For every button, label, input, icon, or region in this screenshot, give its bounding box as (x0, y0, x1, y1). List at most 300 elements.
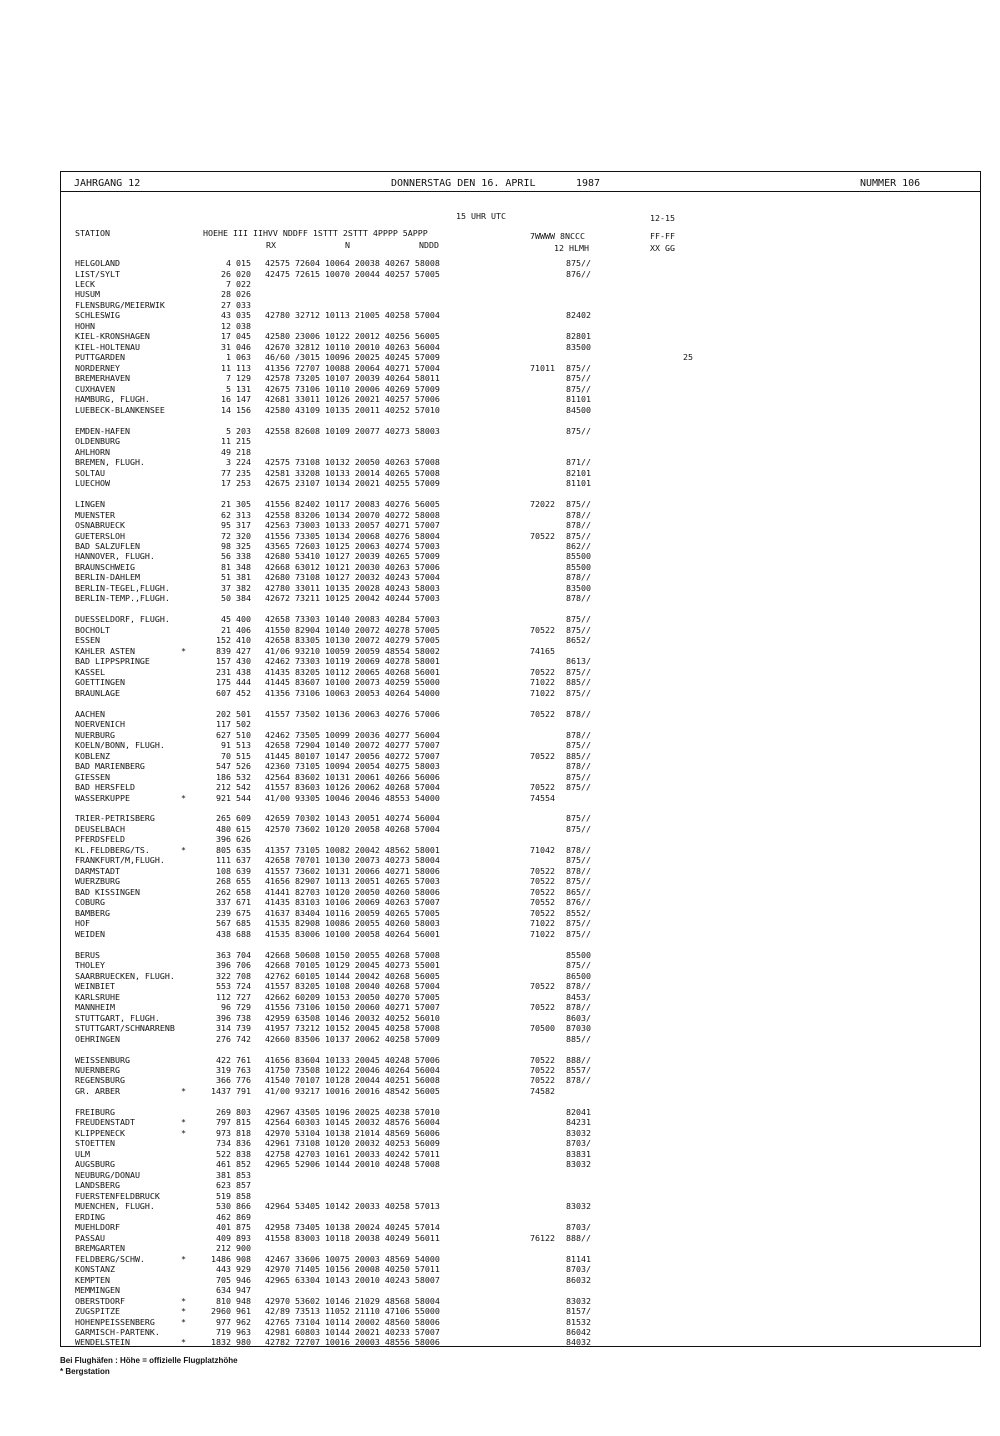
observation-groups: 42467 33606 10075 20003 48569 54000 (265, 1253, 440, 1264)
station-id: 615 (236, 823, 251, 834)
station-name: BERLIN-TEGEL,FLUGH. (75, 582, 170, 593)
station-height: 45 (221, 614, 231, 625)
observation-groups: 42575 72604 10064 20038 40267 58008 (265, 258, 440, 268)
observation-groups: 41556 82402 10117 20083 40276 56005 (265, 499, 440, 509)
cloud-group: 885// (566, 677, 591, 688)
weather-group: 70500 (530, 1023, 555, 1033)
station-height: 5 (226, 425, 231, 436)
station-id: 348 (236, 561, 251, 572)
observation-groups: 41445 83607 10100 20073 40259 55000 (265, 677, 440, 688)
station-height: 62 (221, 509, 231, 520)
station-id: 893 (236, 1232, 251, 1243)
station-id: 406 (236, 624, 251, 635)
station-height: 268 (216, 876, 231, 887)
station-name: PFERDSFELD (75, 834, 125, 845)
station-height: 70 (221, 750, 231, 761)
station-name: KAHLER ASTEN (75, 645, 135, 656)
observation-groups: 41558 83003 10118 20038 40249 56011 (265, 1232, 440, 1243)
weather-group: 70522 (530, 1054, 555, 1065)
station-height: 28 (221, 289, 231, 300)
weather-group: 71042 (530, 844, 555, 855)
station-name: MUENCHEN, FLUGH. (75, 1201, 155, 1212)
station-id: 203 (236, 425, 251, 436)
weather-group: 71022 (530, 677, 555, 688)
station-id: 430 (236, 656, 251, 667)
station-height: 401 (216, 1222, 231, 1233)
group7-heading: 7WWWW 8NCCC (530, 231, 585, 241)
weather-group: 70522 (530, 1065, 555, 1075)
station-height: 186 (216, 771, 231, 782)
cloud-group: 875// (566, 258, 591, 268)
station-id: 317 (236, 520, 251, 530)
observation-groups: 42780 33011 10135 20028 40243 58003 (265, 582, 440, 593)
table-row (0, 499, 1000, 509)
station-id: 410 (236, 635, 251, 646)
station-name: BAD KISSINGEN (75, 886, 140, 897)
station-id: 729 (236, 1002, 251, 1013)
observation-groups: 42672 73211 10125 20042 40244 57003 (265, 593, 440, 604)
weather-group: 70522 (530, 907, 555, 918)
station-height: 810 (216, 1295, 231, 1306)
station-height: 91 (221, 740, 231, 751)
station-name: BAD LIPPSPRINGE (75, 656, 150, 667)
station-height: 623 (216, 1180, 231, 1191)
station-name: FELDBERG/SCHW. (75, 1253, 145, 1264)
observation-groups: 42658 72904 10140 20072 40277 57007 (265, 740, 440, 751)
station-height: 212 (216, 782, 231, 792)
station-name: KL.FELDBERG/TS. (75, 844, 150, 855)
station-id: 038 (236, 320, 251, 331)
station-name: WEINBIET (75, 981, 115, 992)
station-id: 129 (236, 373, 251, 384)
observation-groups: 42564 60303 10145 20032 48576 56004 (265, 1117, 440, 1128)
table-row (0, 520, 1000, 530)
station-id: 382 (236, 582, 251, 593)
station-height: 422 (216, 1054, 231, 1065)
station-name: SCHLESWIG (75, 310, 120, 321)
station-name: STUTTGART/SCHNARRENB (75, 1023, 175, 1033)
table-row (0, 897, 1000, 907)
group7b-heading: 12 HLMH (554, 243, 589, 253)
station-height: 112 (216, 991, 231, 1002)
table-row (0, 625, 1000, 635)
table-row (0, 1075, 1000, 1085)
table-row (0, 677, 1000, 687)
observation-groups: 42564 83602 10131 20061 40266 56006 (265, 771, 440, 782)
station-height: 98 (221, 541, 231, 551)
observation-groups: 41557 73502 10136 20063 40276 57006 (265, 708, 440, 719)
station-height: 31 (221, 341, 231, 352)
observation-groups: 42782 72707 10016 20003 48556 58006 (265, 1337, 440, 1348)
cloud-group: 83831 (566, 1148, 591, 1159)
cloud-group: 875// (566, 373, 591, 384)
right-time-heading: 12-15 (650, 213, 675, 223)
table-row (0, 310, 1000, 320)
cloud-group: 84500 (566, 404, 591, 415)
station-name: STUTTGART, FLUGH. (75, 1012, 160, 1023)
station-id: 738 (236, 1012, 251, 1023)
station-name: LINGEN (75, 499, 105, 509)
station-name: KIEL-HOLTENAU (75, 341, 140, 352)
table-row (0, 813, 1000, 823)
weather-group: 70522 (530, 750, 555, 761)
observation-groups: 42581 33208 10133 20014 40265 57008 (265, 467, 440, 478)
table-row (0, 845, 1000, 855)
observation-groups: 41356 73106 10063 20053 40264 54000 (265, 687, 440, 698)
cloud-group: 8557/ (566, 1065, 591, 1075)
cloud-group: 82801 (566, 331, 591, 342)
mountain-marker: * (181, 1337, 186, 1348)
cloud-group: 81532 (566, 1316, 591, 1327)
station-id: 776 (236, 1075, 251, 1086)
table-row (0, 1170, 1000, 1180)
station-id: 325 (236, 541, 251, 551)
observation-groups: 42970 53602 10146 21029 48568 58004 (265, 1295, 440, 1306)
table-row (0, 279, 1000, 289)
station-name: ZUGSPITZE (75, 1306, 120, 1316)
station-height: 21 (221, 624, 231, 635)
table-row (0, 1159, 1000, 1169)
station-id: 131 (236, 383, 251, 394)
cloud-group: 875// (566, 666, 591, 677)
station-name: OEHRINGEN (75, 1033, 120, 1044)
station-name: LANDSBERG (75, 1180, 120, 1191)
station-name: HOHN (75, 320, 95, 331)
station-height: 26 (221, 268, 231, 279)
cloud-group: 84032 (566, 1337, 591, 1348)
table-row (0, 1065, 1000, 1075)
station-id: 147 (236, 394, 251, 405)
cloud-group: 875// (566, 362, 591, 373)
table-row (0, 531, 1000, 541)
station-height: 96 (221, 1002, 231, 1013)
cloud-group: 81101 (566, 478, 591, 489)
station-height: 14 (221, 404, 231, 415)
mountain-marker: * (181, 1306, 186, 1316)
station-name: BAD SALZUFLEN (75, 541, 140, 551)
station-id: 218 (236, 446, 251, 457)
observation-groups: 41356 72707 10088 20064 40271 57004 (265, 362, 440, 373)
table-row (0, 740, 1000, 750)
cloud-group: 8157/ (566, 1306, 591, 1316)
cloud-group: 83032 (566, 1201, 591, 1212)
observation-groups: 42965 52906 10144 20010 40248 57008 (265, 1159, 440, 1170)
station-id: 908 (236, 1253, 251, 1264)
station-id: 156 (236, 404, 251, 415)
station-height: 519 (216, 1190, 231, 1201)
station-id: 685 (236, 918, 251, 929)
station-name: SAARBRUECKEN, FLUGH. (75, 970, 175, 981)
station-name: BRAUNLAGE (75, 687, 120, 698)
observation-groups: 41556 73106 10150 20060 40271 57007 (265, 1002, 440, 1013)
station-id: 400 (236, 614, 251, 625)
station-id: 836 (236, 1138, 251, 1149)
station-height: 27 (221, 299, 231, 310)
observation-groups: 42680 53410 10127 20039 40265 57009 (265, 551, 440, 562)
cloud-group: 86500 (566, 970, 591, 981)
table-row (0, 803, 1000, 813)
station-name: WEIDEN (75, 928, 105, 939)
station-name: PASSAU (75, 1232, 105, 1243)
station-id: 875 (236, 1222, 251, 1233)
station-name: WENDELSTEIN (75, 1337, 130, 1348)
cloud-group: 875// (566, 918, 591, 929)
station-id: 532 (236, 771, 251, 782)
station-height: 337 (216, 897, 231, 908)
observation-groups: 42668 70105 10129 20045 40273 55001 (265, 960, 440, 971)
station-height: 567 (216, 918, 231, 929)
station-id: 761 (236, 1054, 251, 1065)
time-heading: 15 UHR UTC (456, 211, 506, 221)
weather-group: 70522 (530, 865, 555, 876)
table-row (0, 300, 1000, 310)
station-height: 2960 (211, 1306, 231, 1316)
observation-groups: 42967 43505 10196 20025 40238 57010 (265, 1106, 440, 1117)
table-row (0, 1180, 1000, 1190)
table-row (0, 908, 1000, 918)
weather-group: 71022 (530, 918, 555, 929)
station-name: ESSEN (75, 635, 100, 646)
observation-groups: 42659 70302 10143 20051 40274 56004 (265, 813, 440, 824)
mountain-marker: * (181, 1316, 186, 1327)
station-id: 852 (236, 1159, 251, 1170)
table-row (0, 793, 1000, 803)
table-row (0, 1264, 1000, 1274)
station-height: 547 (216, 761, 231, 771)
observation-groups: 41656 82907 10113 20051 40265 57003 (265, 876, 440, 887)
table-row (0, 1023, 1000, 1033)
weather-group: 72022 (530, 499, 555, 509)
cloud-group: 875// (566, 855, 591, 866)
station-id: 635 (236, 844, 251, 855)
table-row (0, 436, 1000, 446)
station-id: 671 (236, 897, 251, 908)
station-height: 438 (216, 928, 231, 939)
station-id: 338 (236, 551, 251, 562)
cloud-group: 878// (566, 509, 591, 520)
mountain-marker: * (181, 1253, 186, 1264)
observation-groups: 42958 73405 10138 20024 40245 57014 (265, 1222, 440, 1233)
station-id: 033 (236, 299, 251, 310)
table-row (0, 709, 1000, 719)
station-height: 396 (216, 1012, 231, 1023)
station-height: 319 (216, 1065, 231, 1075)
station-id: 020 (236, 268, 251, 279)
station-height: 117 (216, 719, 231, 730)
station-height: 921 (216, 792, 231, 803)
station-name: LECK (75, 279, 95, 289)
station-height: 111 (216, 855, 231, 866)
cloud-group: 875// (566, 383, 591, 394)
table-row (0, 447, 1000, 457)
station-name: NUERNBERG (75, 1065, 120, 1075)
cloud-group: 888// (566, 1232, 591, 1243)
station-id: 961 (236, 1306, 251, 1316)
xx-heading: XX GG (650, 243, 675, 253)
station-height: 1486 (211, 1253, 231, 1264)
station-height: 1437 (211, 1085, 231, 1096)
cloud-group: 81141 (566, 1253, 591, 1264)
station-id: 857 (236, 1180, 251, 1191)
station-id: 113 (236, 362, 251, 373)
station-name: THOLEY (75, 960, 105, 971)
station-name: STOETTEN (75, 1138, 115, 1149)
mountain-marker: * (181, 645, 186, 656)
station-name: KIEL-KRONSHAGEN (75, 331, 150, 342)
footnote-mountain: * Bergstation (60, 1367, 110, 1376)
table-row (0, 939, 1000, 949)
table-row (0, 656, 1000, 666)
station-height: 634 (216, 1285, 231, 1295)
observation-groups: 42660 83506 10137 20062 40258 57009 (265, 1033, 440, 1044)
station-id: 609 (236, 813, 251, 824)
station-height: 12 (221, 320, 231, 331)
table-row (0, 866, 1000, 876)
observation-groups: 41540 70107 10128 20044 40251 56008 (265, 1075, 440, 1086)
code-heading-1: HOEHE III IIHVV NDDFF 1STTT 2STTT 4PPPP 5APPP (203, 228, 428, 238)
table-row (0, 1086, 1000, 1096)
cloud-group: 865// (566, 886, 591, 897)
weather-group: 70522 (530, 981, 555, 992)
table-row (0, 593, 1000, 603)
station-name: GIESSEN (75, 771, 110, 782)
station-name: HOHENPEISSENBERG (75, 1316, 155, 1327)
table-row (0, 1317, 1000, 1327)
station-height: 462 (216, 1211, 231, 1222)
table-row (0, 551, 1000, 561)
station-height: 239 (216, 907, 231, 918)
station-name: HAMBURG, FLUGH. (75, 394, 150, 405)
station-id: 305 (236, 499, 251, 509)
station-id: 381 (236, 572, 251, 583)
observation-groups: 41557 83205 10108 20040 40268 57004 (265, 981, 440, 992)
station-height: 11 (221, 362, 231, 373)
table-row (0, 1044, 1000, 1054)
table-row (0, 1201, 1000, 1211)
weather-group: 74582 (530, 1085, 555, 1096)
station-id: 869 (236, 1211, 251, 1222)
station-name: HELGOLAND (75, 258, 120, 268)
station-name: KEMPTEN (75, 1274, 110, 1285)
station-height: 366 (216, 1075, 231, 1086)
table-row (0, 1128, 1000, 1138)
mountain-marker: * (181, 1085, 186, 1096)
table-row (0, 1296, 1000, 1306)
cloud-group: 83500 (566, 582, 591, 593)
table-row (0, 258, 1000, 268)
station-name: NEUBURG/DONAU (75, 1169, 140, 1180)
table-row (0, 1243, 1000, 1253)
table-row (0, 971, 1000, 981)
station-name: MANNHEIM (75, 1002, 115, 1013)
station-name: TRIER-PETRISBERG (75, 813, 155, 824)
station-id: 444 (236, 677, 251, 688)
station-height: 314 (216, 1023, 231, 1033)
table-row (0, 1327, 1000, 1337)
station-height: 11 (221, 436, 231, 447)
station-id: 438 (236, 666, 251, 677)
station-height: 396 (216, 960, 231, 971)
station-height: 4 (226, 258, 231, 268)
observation-groups: 42580 43109 10135 20011 40252 57010 (265, 404, 440, 415)
station-height: 977 (216, 1316, 231, 1327)
weather-group: 70522 (530, 1075, 555, 1086)
observation-groups: 41/00 93217 10016 20016 48542 56005 (265, 1085, 440, 1096)
table-row (0, 876, 1000, 886)
station-id: 637 (236, 855, 251, 866)
station-name: GUETERSLOH (75, 530, 125, 541)
cloud-group: 82101 (566, 467, 591, 478)
table-row (0, 782, 1000, 792)
observation-groups: 41637 83404 10116 20059 40265 57005 (265, 907, 440, 918)
station-height: 37 (221, 582, 231, 593)
station-height: 409 (216, 1232, 231, 1243)
table-row (0, 950, 1000, 960)
table-row (0, 604, 1000, 614)
cloud-group: 878// (566, 520, 591, 530)
observation-groups: 42658 73303 10140 20083 40284 57003 (265, 614, 440, 625)
weather-group: 76122 (530, 1232, 555, 1243)
station-name: LUECHOW (75, 478, 110, 489)
mountain-marker: * (181, 792, 186, 803)
weather-group: 70522 (530, 708, 555, 719)
table-row (0, 1107, 1000, 1117)
table-row (0, 572, 1000, 582)
station-height: 322 (216, 970, 231, 981)
station-id: 929 (236, 1264, 251, 1275)
table-row (0, 646, 1000, 656)
station-id: 706 (236, 960, 251, 971)
station-name: BREMEN, FLUGH. (75, 457, 145, 468)
cloud-group: 878// (566, 708, 591, 719)
cloud-group: 875// (566, 782, 591, 792)
table-row (0, 1212, 1000, 1222)
cloud-group: 888// (566, 1054, 591, 1065)
station-height: 152 (216, 635, 231, 646)
observation-groups: 42360 73105 10094 20054 40275 58003 (265, 761, 440, 771)
station-height: 719 (216, 1327, 231, 1337)
table-row (0, 855, 1000, 865)
station-id: 542 (236, 782, 251, 792)
station-height: 49 (221, 446, 231, 457)
station-name: WUERZBURG (75, 876, 120, 887)
station-height: 1832 (211, 1337, 231, 1348)
weather-group: 70522 (530, 886, 555, 897)
observation-groups: 42462 73505 10099 20036 40277 56004 (265, 729, 440, 740)
observation-groups: 42/89 73513 11052 21110 47106 55000 (265, 1306, 440, 1316)
table-row (0, 772, 1000, 782)
station-height: 202 (216, 708, 231, 719)
station-name: ULM (75, 1148, 90, 1159)
cloud-group: 8703/ (566, 1138, 591, 1149)
station-height: 81 (221, 561, 231, 572)
observation-groups: 41656 83604 10133 20045 40248 57006 (265, 1054, 440, 1065)
station-name: KOELN/BONN, FLUGH. (75, 740, 165, 751)
station-name: HANNOVER, FLUGH. (75, 551, 155, 562)
station-name: DUESSELDORF, FLUGH. (75, 614, 170, 625)
table-row (0, 751, 1000, 761)
station-id: 980 (236, 1337, 251, 1348)
observation-groups: 42680 73108 10127 20032 40243 57004 (265, 572, 440, 583)
station-id: 063 (236, 352, 251, 363)
station-id: 639 (236, 865, 251, 876)
table-row (0, 688, 1000, 698)
cloud-group: 875// (566, 624, 591, 635)
station-name: BAD MARIENBERG (75, 761, 145, 771)
station-id: 526 (236, 761, 251, 771)
observation-groups: 41557 83603 10126 20062 40268 57004 (265, 782, 440, 792)
table-row (0, 426, 1000, 436)
